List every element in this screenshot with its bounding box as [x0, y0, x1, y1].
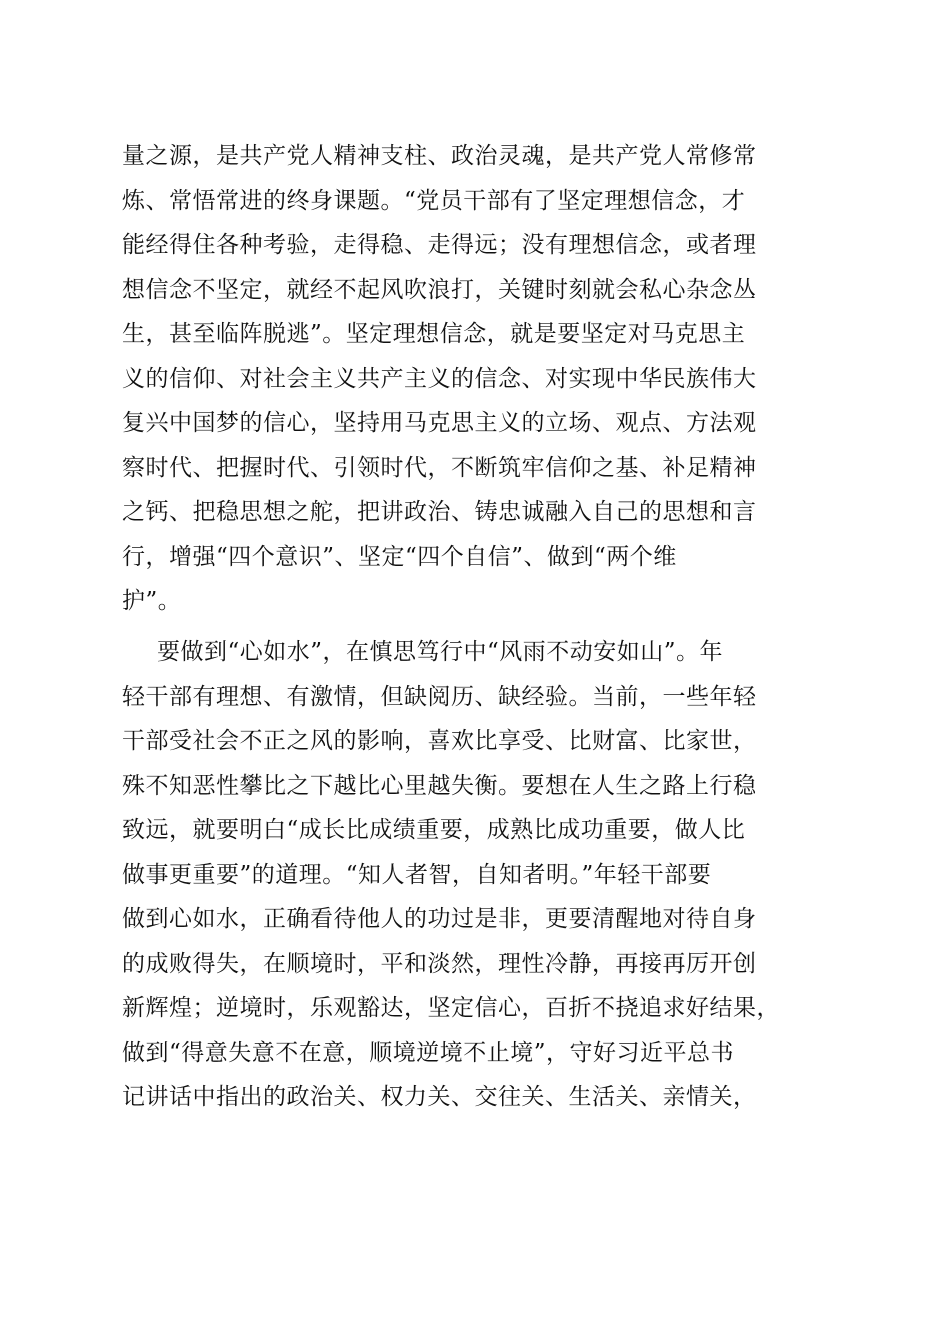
text-line: 能经得住各种考验，走得稳、走得远；没有理想信念，或者理	[122, 232, 757, 258]
text-line: 想信念不坚定，就经不起风吹浪打，关键时刻就会私心杂念丛	[122, 276, 757, 303]
text-line-first: 要做到“心如水”，在慎思笃行中“风雨不动安如山”。年	[157, 639, 724, 665]
text-line: 做到心如水，正确看待他人的功过是非，更要清醒地对待自身	[122, 906, 757, 932]
text-line: 新辉煌；逆境时，乐观豁达，坚定信心，百折不挠追求好结果，	[122, 995, 780, 1021]
text-line: 义的信仰、对社会主义共产主义的信念、对实现中华民族伟大	[122, 365, 757, 392]
text-line: 行，增强“四个意识”、坚定“四个自信”、做到“两个维	[122, 543, 677, 570]
text-line: 记讲话中指出的政治关、权力关、交往关、生活关、亲情关，	[122, 1084, 757, 1110]
text-line: 致远，就要明白“成长比成绩重要，成熟比成功重要，做人比	[122, 817, 746, 843]
paragraph-1	[122, 134, 832, 624]
text-line: 轻干部有理想、有激情，但缺阅历、缺经验。当前，一些年轻	[122, 683, 757, 710]
text-line: 做到“得意失意不在意，顺境逆境不止境”，守好习近平总书	[122, 1039, 735, 1066]
text-line: 的成败得失，在顺境时，平和淡然，理性冷静，再接再厉开创	[122, 950, 757, 977]
text-line: 之钙、把稳思想之舵，把讲政治、铸忠诚融入自己的思想和言	[122, 499, 757, 525]
text-line: 做事更重要”的道理。“知人者智，自知者明。”年轻干部要	[122, 861, 712, 888]
text-line: 炼、常悟常进的终身课题。“党员干部有了坚定理想信念，才	[122, 187, 746, 214]
text-line: 量之源，是共产党人精神支柱、政治灵魂，是共产党人常修常	[122, 143, 757, 169]
text-line: 干部受社会不正之风的影响，喜欢比享受、比财富、比家世，	[122, 728, 757, 754]
paragraph-2	[122, 630, 832, 1120]
text-line: 察时代、把握时代、引领时代，不断筑牢信仰之基、补足精神	[122, 454, 757, 481]
text-line: 生，甚至临阵脱逃”。坚定理想信念，就是要坚定对马克思主	[122, 321, 746, 347]
text-line: 殊不知恶性攀比之下越比心里越失衡。要想在人生之路上行稳	[122, 772, 757, 799]
text-line: 护”。	[122, 588, 182, 614]
text-line: 复兴中国梦的信心，坚持用马克思主义的立场、观点、方法观	[122, 410, 757, 436]
